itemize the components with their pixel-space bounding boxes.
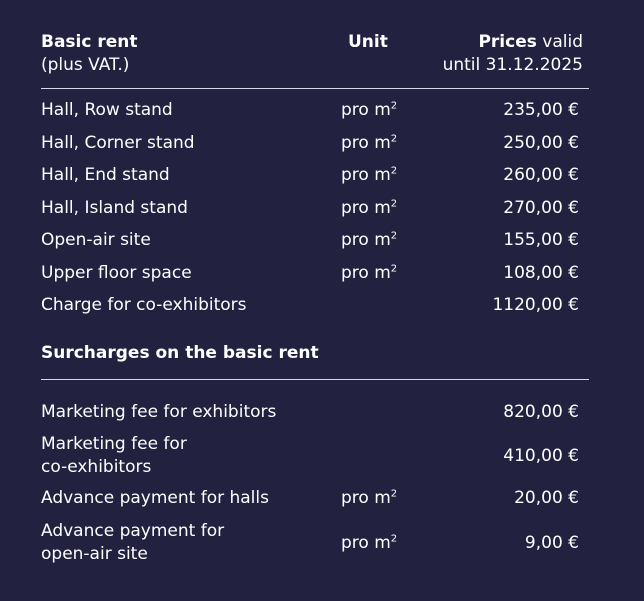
table-row: [41, 487, 589, 520]
row-label: Marketing fee for co-exhibitors: [41, 434, 187, 477]
row-unit: pro $m^2$: [341, 532, 398, 553]
row-label: Hall, Island stand: [41, 197, 188, 218]
row-price: 260,00 €: [503, 165, 579, 185]
price-table: [41, 31, 589, 574]
unit-heading: Unit: [348, 32, 388, 52]
row-label: Marketing fee for exhibitors: [41, 401, 277, 422]
prices-heading-rest: valid: [536, 32, 583, 52]
row-unit: pro $m^2$: [341, 262, 398, 283]
table-row: [41, 294, 589, 327]
table-row: [41, 401, 589, 434]
table-row: [41, 132, 589, 165]
row-unit: pro $m^2$: [341, 100, 398, 120]
row-label: Hall, End stand: [41, 165, 170, 185]
row-label: Open-air site: [41, 230, 151, 250]
row-price: 108,00 €: [503, 262, 579, 283]
plus-vat-note: (plus VAT.): [41, 55, 130, 75]
row-price: 250,00 €: [503, 132, 579, 153]
valid-until: until 31.12.2025: [442, 55, 583, 75]
row-label: Hall, Row stand: [41, 100, 173, 120]
prices-heading: [443, 31, 583, 77]
table-row: [41, 520, 589, 568]
basic-rent-heading: [41, 31, 138, 77]
row-label: Advance payment for open-air site: [41, 520, 225, 564]
row-price: 235,00 €: [503, 100, 579, 120]
row-unit: pro $m^2$: [341, 197, 398, 218]
table-row: [41, 229, 589, 262]
row-price: 20,00 €: [514, 488, 579, 508]
table-row: [41, 262, 589, 295]
prices-heading-bold: Prices: [478, 32, 537, 52]
row-label: Hall, Corner stand: [41, 132, 195, 153]
row-unit: pro $m^2$: [341, 132, 398, 153]
row-price: 820,00 €: [503, 401, 579, 422]
row-unit: pro $m^2$: [341, 488, 398, 508]
row-label: Advance payment for halls: [41, 488, 269, 508]
row-price: 270,00 €: [503, 197, 579, 218]
basic-rent-rows: [41, 99, 589, 327]
table-row: [41, 99, 589, 132]
row-unit: pro $m^2$: [341, 165, 398, 185]
header-divider: [41, 88, 589, 89]
row-price: 410,00 €: [503, 446, 579, 466]
surcharges-title: Surcharges on the basic rent: [41, 342, 319, 363]
table-header: [41, 31, 589, 88]
surcharges-divider: [41, 379, 589, 380]
row-label: Charge for co-exhibitors: [41, 295, 247, 315]
table-row: [41, 433, 589, 481]
row-price: 1120,00 €: [492, 295, 579, 315]
surcharge-rows: [41, 401, 589, 568]
row-unit: pro $m^2$: [341, 230, 398, 250]
table-row: [41, 197, 589, 230]
table-row: [41, 164, 589, 197]
row-label: Upper floor space: [41, 262, 192, 283]
row-price: 9,00 €: [524, 532, 579, 553]
row-price: 155,00 €: [503, 230, 579, 250]
basic-rent-title: Basic rent: [41, 32, 138, 52]
